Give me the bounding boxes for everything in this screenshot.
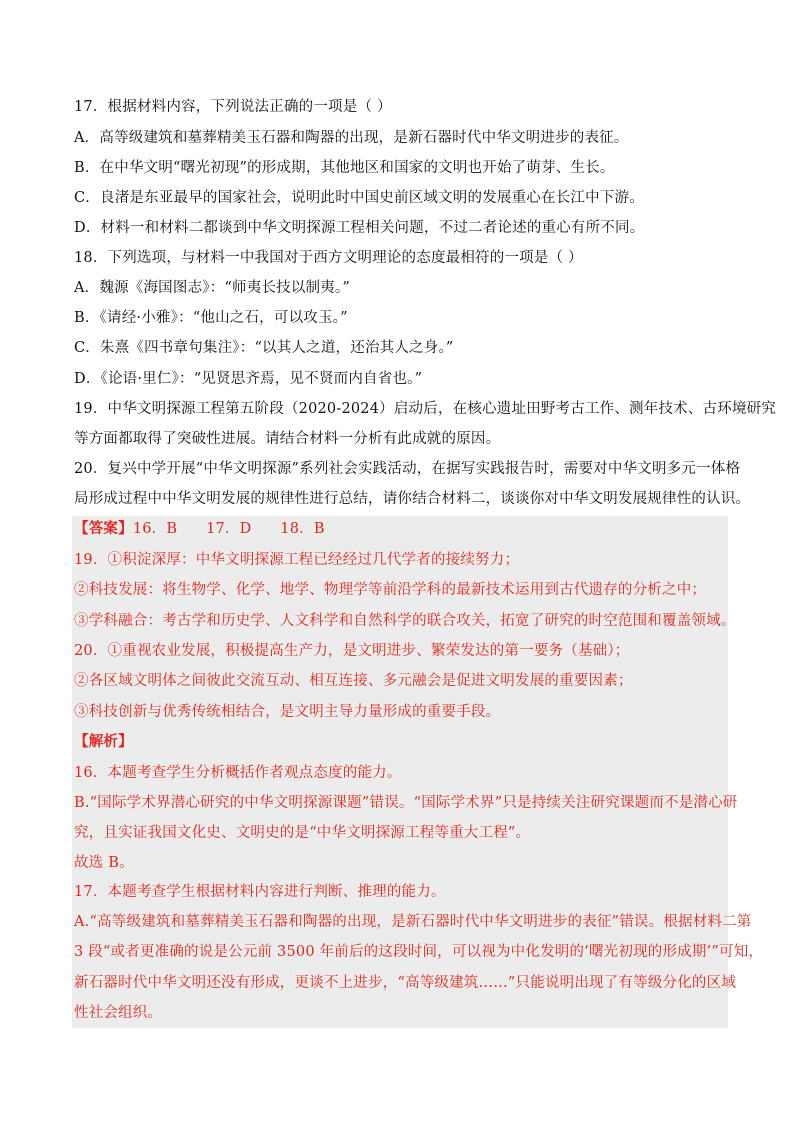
answer-label: 【答案】 <box>74 520 133 537</box>
analysis-17-line-1: 17．本题考查学生根据材料内容进行判断、推理的能力。 <box>74 884 446 900</box>
q17-stem: 17．根据材料内容，下列说法正确的一项是（ ） <box>74 99 392 115</box>
q17-option-c: C．良渚是东亚最早的国家社会，说明此时中国史前区域文明的发展重心在长江中下游。 <box>74 190 644 206</box>
q17-option-d: D．材料一和材料二都谈到中华文明探源工程相关问题，不过二者论述的重心有所不同。 <box>74 220 645 236</box>
q18-stem: 18．下列选项，与材料一中我国对于西方文明理论的态度最相符的一项是（ ） <box>74 250 583 266</box>
q20-line-1: 20．复兴中学开展“中华文明探源”系列社会实践活动，在据写实践报告时，需要对中华文明多元一体格 <box>74 461 741 477</box>
answer-20-line-1: 20．①重视农业发展，积极提高生产力，是文明进步、繁荣发达的第一要务（基础）； <box>74 643 630 659</box>
analysis-16-line-3: 究，且实证我国文化史、文明史的是“中华文明探源工程等重大工程”。 <box>74 825 531 841</box>
answer-choices: 16．B 17．D 18．B <box>132 521 325 537</box>
q19-line-1: 19．中华文明探源工程第五阶段（2020-2024）启动后，在核心遗址田野考古工作、测年技术、古环境研究 <box>74 401 777 417</box>
answer-19-line-3: ③学科融合：考古学和历史学、人文科学和自然科学的联合攻关，拓宽了研究的时空范围和覆盖领域。 <box>74 613 736 629</box>
q18-option-a: A．魏源《海国图志》：“师夷长技以制夷。” <box>74 280 350 296</box>
analysis-16-line-4: 故选 B。 <box>74 855 134 871</box>
answer-19-line-1: 19．①积淀深厚：中华文明探源工程已经经过几代学者的接续努力； <box>74 552 520 568</box>
q18-option-c: C．朱熹《四书章句集注》：“以其人之道，还治其人之身。” <box>74 340 454 356</box>
analysis-label: 【解析】 <box>74 733 133 750</box>
answer-choices-line <box>74 519 734 539</box>
analysis-16-line-2: B.“国际学术界潜心研究的中华文明探源课题”错误。“国际学术界”只是持续关注研究课题而不是潜心研 <box>74 795 738 811</box>
q17-option-b: B．在中华文明“曙光初现”的形成期，其他地区和国家的文明也开始了萌芽、生长。 <box>74 160 615 176</box>
analysis-16-line-1: 16．本题考查学生分析概括作者观点态度的能力。 <box>74 765 402 781</box>
q19-line-2: 等方面都取得了突破性进展。请结合材料一分析有此成就的原因。 <box>74 431 501 447</box>
q20-line-2: 局形成过程中中华文明发展的规律性进行总结，请你结合材料二，谈谈你对中华文明发展规律性的认识。 <box>74 491 751 507</box>
answer-20-line-3: ③科技创新与优秀传统相结合，是文明主导力量形成的重要手段。 <box>74 704 501 720</box>
q17-option-a: A．高等级建筑和墓葬精美玉石器和陶器的出现，是新石器时代中华文明进步的表征。 <box>74 130 629 146</box>
analysis-17-line-5: 性社会组织。 <box>74 1005 163 1021</box>
analysis-17-line-2: A.“高等级建筑和墓葬精美玉石器和陶器的出现，是新石器时代中华文明进步的表征”错误。根据材料二第 <box>74 914 752 930</box>
q18-option-d: D．《论语·里仁》：“见贤思齐焉，见不贤而内自省也。” <box>74 371 423 387</box>
analysis-17-line-3: 3 段“或者更准确的说是公元前 3500 年前后的这段时间，可以视为中化发明的‘曙光初现的形成期’”可知， <box>74 944 764 960</box>
answer-19-line-2: ②科技发展：将生物学、化学、地学、物理学等前沿学科的最新技术运用到古代遗存的分析之中； <box>74 582 707 598</box>
analysis-17-line-4: 新石器时代中华文明还没有形成，更谈不上进步，“高等级建筑……”只能说明出现了有等级分化的区域 <box>74 975 737 991</box>
answer-20-line-2: ②各区域文明体之间彼此交流互动、相互连接、多元融会是促进文明发展的重要因素； <box>74 673 633 689</box>
q18-option-b: B．《请经·小雅》：“他山之石，可以攻玉。” <box>74 310 348 326</box>
